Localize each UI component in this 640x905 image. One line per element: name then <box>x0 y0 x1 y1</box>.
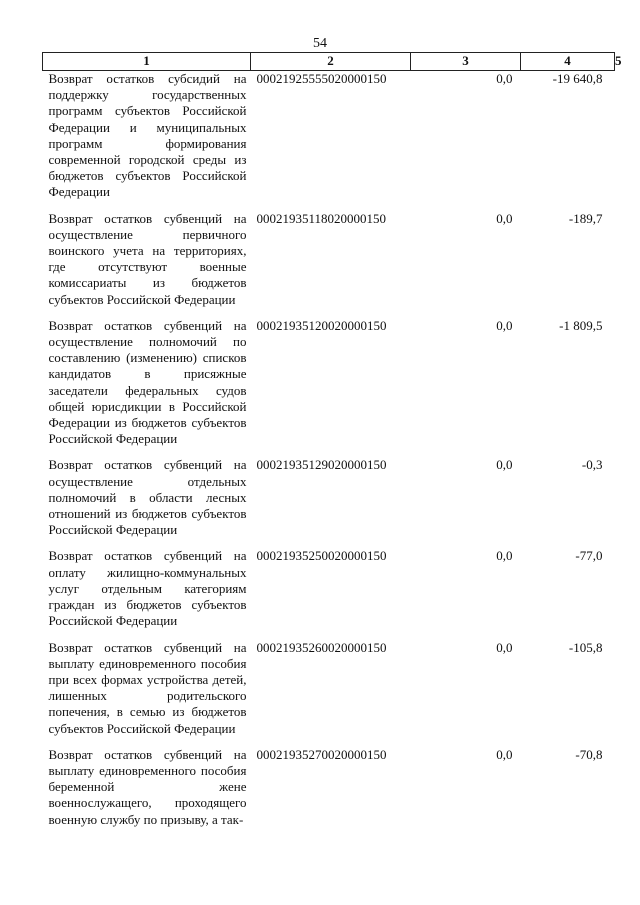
table-row <box>43 640 615 747</box>
row-col4-value: -19 640,8 <box>552 71 603 86</box>
column-header-4: 4 <box>521 53 615 71</box>
row-code: 00021935118020000150 <box>256 210 387 226</box>
table-row <box>43 457 615 548</box>
row-code: 00021935250020000150 <box>256 548 387 564</box>
row-col4-value: -105,8 <box>568 639 603 655</box>
row-description: Возврат остатков субвенций на оплату жилищно-коммунальных услуг отдельным категориям граждан из бюджетов субъектов Российской Федерации <box>48 548 247 629</box>
row-col4-value: -77,0 <box>575 548 603 564</box>
row-col3-value: 0,0 <box>496 317 513 333</box>
row-code: 00021935270020000150 <box>256 746 387 762</box>
row-col4-value: -189,7 <box>568 210 603 226</box>
table-row <box>43 71 615 211</box>
column-header-3: 3 <box>411 53 521 71</box>
row-code: 00021935260020000150 <box>256 639 387 655</box>
row-description: Возврат остатков субвенций на осуществление отдельных полномочий в области лесных отношений из бюджетов субъектов Российской Федерации <box>48 457 247 538</box>
row-description: Возврат остатков субвенций на выплату единовременного пособия беременной жене военнослужащего, проходящего военную службу по призыву, а так- <box>48 746 247 827</box>
row-col4-value: -0,3 <box>581 457 603 473</box>
row-code: 00021935120020000150 <box>256 317 387 333</box>
page-number: 54 <box>313 36 327 51</box>
row-col3-value: 0,0 <box>496 548 513 564</box>
row-col4-value: -70,8 <box>575 746 603 762</box>
row-code: 00021935129020000150 <box>256 457 387 473</box>
row-col3-value: 0,0 <box>496 639 513 655</box>
table-row <box>43 211 615 318</box>
table-row <box>43 747 615 838</box>
table-header-row: 1 2 3 4 5 <box>43 53 615 71</box>
row-col3-value: 0,0 <box>496 746 513 762</box>
row-col4-value: -1 809,5 <box>559 317 603 333</box>
row-description: Возврат остатков субвенций на осуществление первичного воинского учета на территориях, где отсутствуют военные комиссариаты из бюджетов субъектов Российской Федерации <box>48 210 247 307</box>
row-description: Возврат остатков субвенций на осуществление полномочий по составлению (изменению) списков кандидатов в присяжные заседатели федеральных судов общей юрисдикции в Российской Федерации из бюджетов субъектов Российской Федерации <box>48 317 247 447</box>
row-col3-value: 0,0 <box>496 71 513 86</box>
table-row <box>43 318 615 458</box>
table-row <box>43 548 615 639</box>
row-col3-value: 0,0 <box>496 457 513 473</box>
row-col3-value: 0,0 <box>496 210 513 226</box>
column-header-1: 1 <box>43 53 251 71</box>
row-description: Возврат остатков субсидий на поддержку государственных программ субъектов Российской Федерации и муниципальных программ формирования современной городской среды из бюджетов субъектов Российской Федерации <box>48 71 247 200</box>
row-code: 00021925555020000150 <box>256 71 387 86</box>
column-header-2: 2 <box>251 53 411 71</box>
row-description: Возврат остатков субвенций на выплату единовременного пособия при всех формах устройства детей, лишенных родительского попечения, в семью из бюджетов субъектов Российской Федерации <box>48 639 247 736</box>
budget-table <box>42 52 622 838</box>
